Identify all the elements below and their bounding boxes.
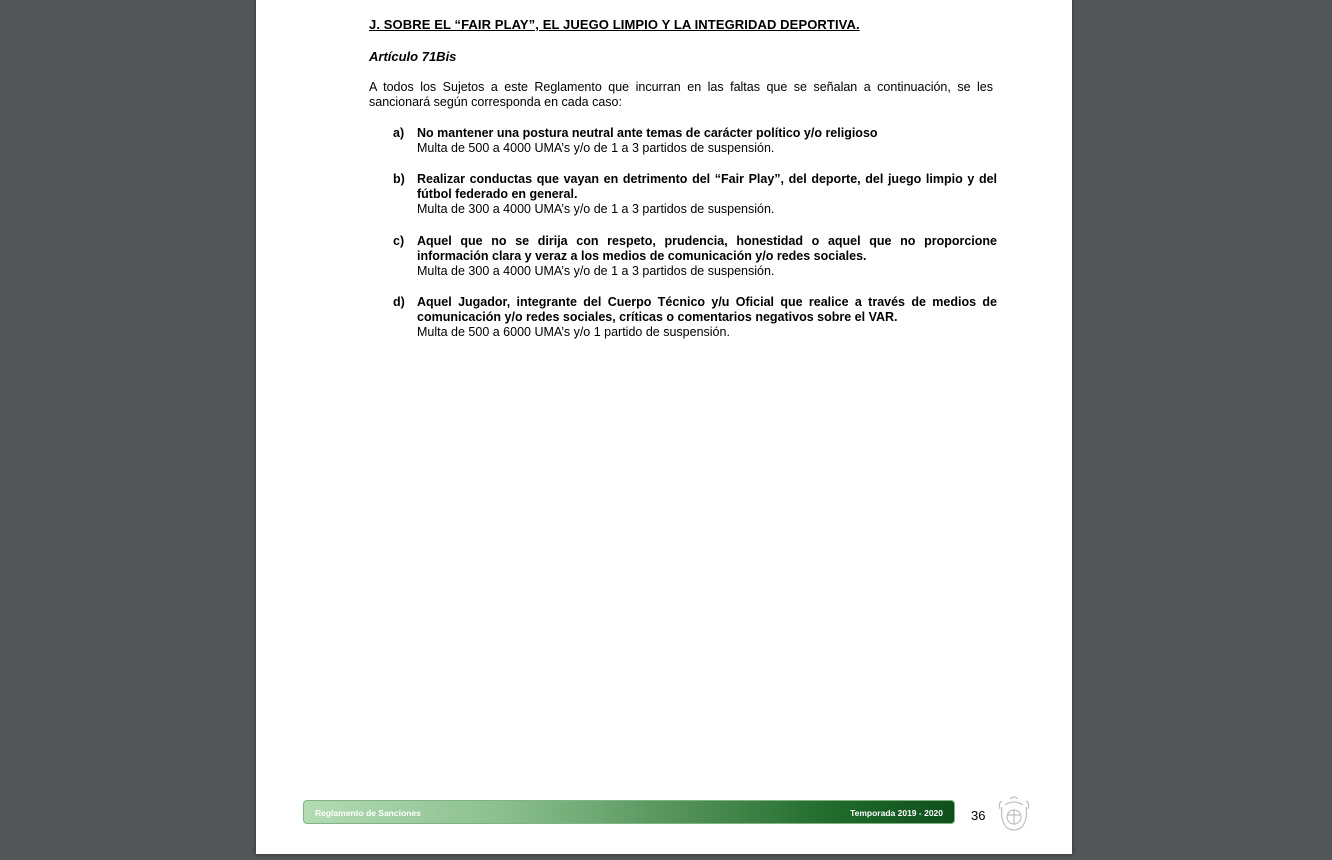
- item-marker: d): [393, 295, 405, 309]
- federation-emblem-icon: [996, 793, 1032, 835]
- item-body: [417, 295, 997, 340]
- item-marker: a): [393, 126, 405, 140]
- item-penalty: Multa de 500 a 6000 UMA’s y/o 1 partido de suspensión.: [417, 325, 730, 339]
- section-title: J. SOBRE EL “FAIR PLAY”, EL JUEGO LIMPIO Y LA INTEGRIDAD DEPORTIVA.: [369, 17, 860, 32]
- intro-paragraph: A todos los Sujetos a este Reglamento que incurran en las faltas que se señalan a continuación, se les sancionará según corresponda en cada caso:: [369, 80, 993, 109]
- footer-document-title: Reglamento de Sanciones: [315, 808, 421, 818]
- item-penalty: Multa de 300 a 4000 UMA’s y/o de 1 a 3 partidos de suspensión.: [417, 264, 775, 278]
- item-body: [417, 126, 997, 156]
- document-page: [256, 0, 1072, 854]
- article-heading: Artículo 71Bis: [369, 49, 457, 64]
- footer-bar: [303, 800, 955, 824]
- item-description: Realizar conductas que vayan en detrimento del “Fair Play”, del deporte, del juego limpio y del fútbol federado en general.: [417, 172, 997, 201]
- item-body: [417, 234, 997, 279]
- item-marker: c): [393, 234, 405, 248]
- footer-season: Temporada 2019 - 2020: [850, 808, 943, 818]
- item-body: [417, 172, 997, 217]
- item-penalty: Multa de 500 a 4000 UMA’s y/o de 1 a 3 partidos de suspensión.: [417, 141, 775, 155]
- item-description: No mantener una postura neutral ante temas de carácter político y/o religioso: [417, 126, 878, 140]
- item-penalty: Multa de 300 a 4000 UMA’s y/o de 1 a 3 partidos de suspensión.: [417, 202, 775, 216]
- item-description: Aquel que no se dirija con respeto, prudencia, honestidad o aquel que no proporcione información clara y veraz a los medios de comunicación y/o redes sociales.: [417, 234, 997, 263]
- item-marker: b): [393, 172, 405, 186]
- item-description: Aquel Jugador, integrante del Cuerpo Técnico y/u Oficial que realice a través de medios de comunicación y/o redes sociales, críticas o comentarios negativos sobre el VAR.: [417, 295, 997, 324]
- page-number: 36: [971, 808, 986, 823]
